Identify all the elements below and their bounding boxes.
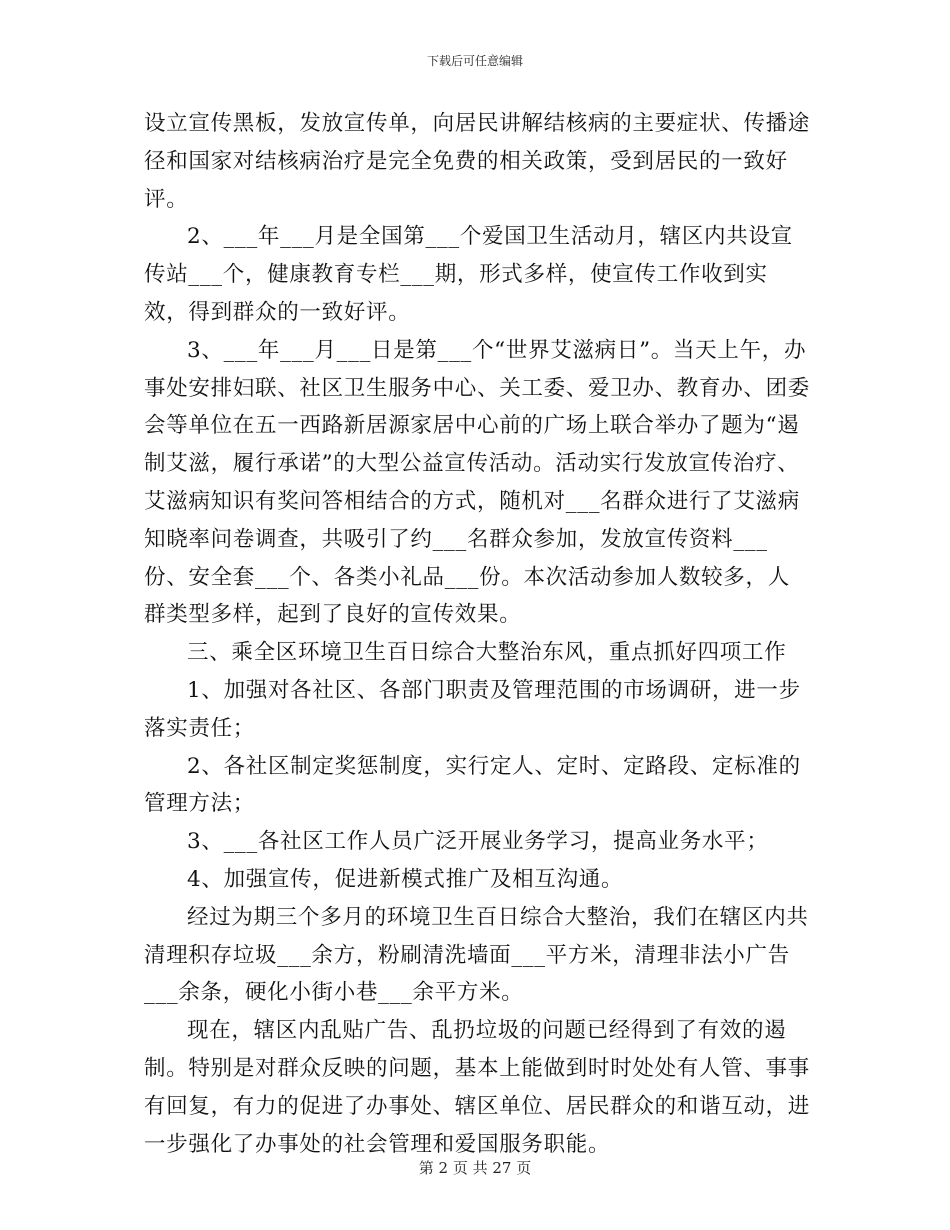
list-item: 4、加强宣传，促进新模式推广及相互沟通。 (187, 866, 624, 892)
list-item: 2、各社区制定奖惩制度，实行定人、定时、定路段、定标准的管理方法； (144, 753, 801, 817)
section-heading: 三、乘全区环境卫生百日综合大整治东风，重点抓好四项工作 (187, 640, 787, 666)
paragraph: 3、___年___月___日是第___个“世界艾滋病日”。当天上午，办事处安排妇联、社区卫生服务中心、关工委、爱卫办、教育办、团委会等单位在五一西路新居源家居中心前的广场上联合举办了题为“遏制艾滋，履行承诺”的大型公益宣传活动。活动实行发放宣传治疗、艾滋病知识有奖问答相结合的方式，随机对___名群众进行了艾滋病知晓率问卷调查，共吸引了约___名群众参加，发放宣传资料___份、安全套___个、各类小礼品___份。本次活动参加人数较多，人群类型多样，起到了良好的宣传效果。 (144, 337, 811, 628)
document-body (144, 105, 812, 1163)
page-header: 下载后可任意编辑 (426, 54, 523, 68)
paragraph: 现在，辖区内乱贴广告、乱扔垃圾的问题已经得到了有效的遏制。特别是对群众反映的问题，基本上能做到时时处处有人管、事事有回复，有力的促进了办事处、辖区单位、居民群众的和谐互动，进一步强化了办事处的社会管理和爱国服务职能。 (144, 1018, 811, 1157)
list-item: 3、___各社区工作人员广泛开展业务学习，提高业务水平； (187, 829, 769, 855)
list-item: 1、加强对各社区、各部门职责及管理范围的市场调研，进一步落实责任； (144, 677, 801, 741)
paragraph: 2、___年___月是全国第___个爱国卫生活动月，辖区内共设宣传站___个，健康教育专栏___期，形式多样，使宣传工作收到实效，得到群众的一致好评。 (144, 224, 793, 325)
paragraph: 设立宣传黑板，发放宣传单，向居民讲解结核病的主要症状、传播途径和国家对结核病治疗是完全免费的相关政策，受到居民的一致好评。 (144, 111, 811, 212)
page-footer: 第 2 页 共 27 页 (418, 1159, 532, 1177)
paragraph: 经过为期三个多月的环境卫生百日综合大整治，我们在辖区内共清理积存垃圾___余方，粉刷清洗墙面___平方米，清理非法小广告___余条，硬化小街小巷___余平方米。 (144, 904, 809, 1006)
